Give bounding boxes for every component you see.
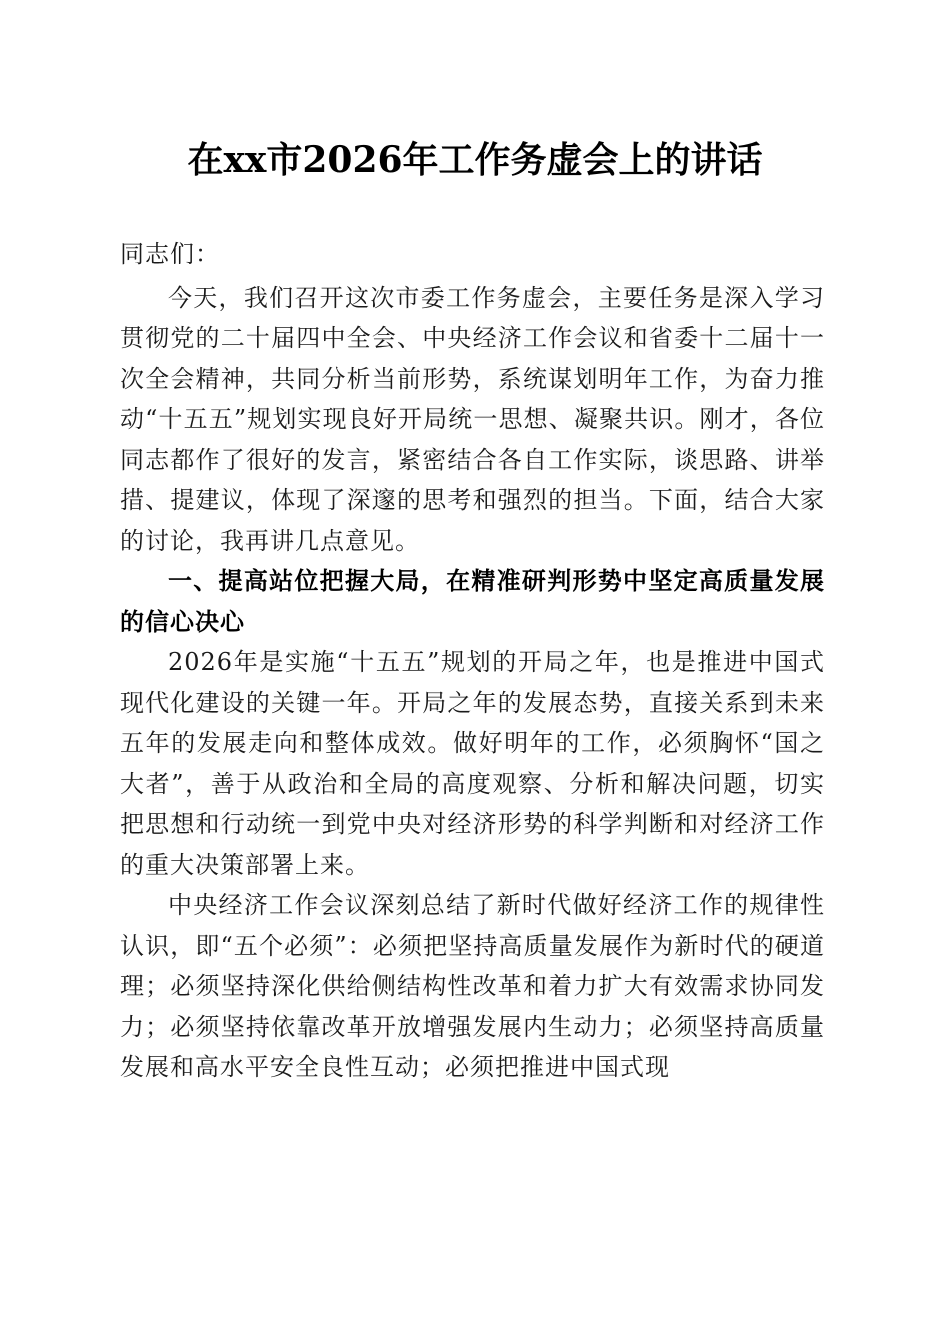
paragraph-3: 中央经济工作会议深刻总结了新时代做好经济工作的规律性认识，即“五个必须”：必须把坚持高质量发展作为新时代的硬道理；必须坚持深化供给侧结构性改革和着力扩大有效需求协同发力；必须坚持依靠改革开放增强发展内生动力；必须坚持高质量发展和高水平安全良性互动；必须把推进中国式现	[120, 891, 825, 1081]
paragraph-intro: 今天，我们召开这次市委工作务虚会，主要任务是深入学习贯彻党的二十届四中全会、中央经济工作会议和省委十二届十一次全会精神，共同分析当前形势，系统谋划明年工作，为奋力推动“十五五”规划实现良好开局统一思想、凝聚共识。刚才，各位同志都作了很好的发言，紧密结合各自工作实际，谈思路、讲举措、提建议，体现了深邃的思考和强烈的担当。下面，结合大家的讨论，我再讲几点意见。	[120, 283, 825, 555]
paragraph-2: 2026年是实施“十五五”规划的开局之年，也是推进中国式现代化建设的关键一年。开局之年的发展态势，直接关系到未来五年的发展走向和整体成效。做好明年的工作，必须胸怀“国之大者”，善于从政治和全局的高度观察、分析和解决问题，切实把思想和行动统一到党中央对经济形势的科学判断和对经济工作的重大决策部署上来。	[120, 648, 825, 879]
document-body	[120, 234, 825, 1088]
document-title: 在xx市2026年工作务虚会上的讲话	[187, 139, 763, 181]
section-heading-1: 一、提高站位把握大局，在精准研判形势中坚定高质量发展的信心决心	[120, 567, 825, 636]
salutation: 同志们：	[120, 240, 220, 268]
